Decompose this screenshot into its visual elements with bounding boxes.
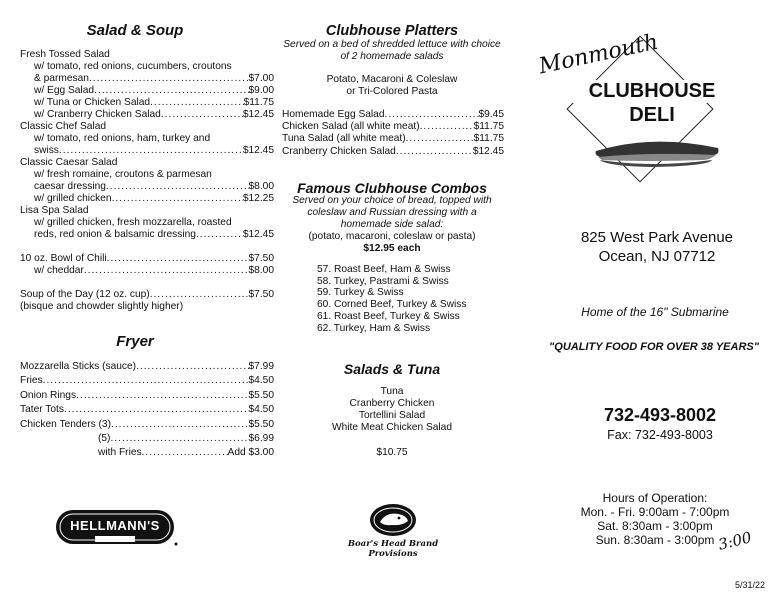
logo-line-2: DELI <box>629 104 675 126</box>
salads-tuna-title: Salads & Tuna <box>343 361 441 377</box>
phone-number: 732-493-8002 <box>603 405 717 425</box>
platters-sides-2: or Tri-Colored Pasta <box>346 86 438 97</box>
tagline: Home of the 16" Submarine <box>581 305 729 319</box>
leader-dots <box>84 265 249 277</box>
salad-text-line: w/ tomato, red onions, ham, turkey and <box>34 133 211 144</box>
leader-dots <box>59 145 243 157</box>
salad-menu-item <box>20 265 274 277</box>
salads-tuna-item: Tortellini Salad <box>358 410 426 421</box>
item-name: with Fries <box>98 447 142 459</box>
combo-item: 59. Turkey & Swiss <box>317 287 404 299</box>
combos-price: $12.95 each <box>363 243 421 254</box>
combo-item: 61. Roast Beef, Turkey & Swiss <box>317 310 460 322</box>
salads-tuna-item: White Meat Chicken Salad <box>331 422 453 433</box>
leader-dots <box>94 85 248 97</box>
item-price: $7.50 <box>248 289 274 300</box>
leader-dots <box>106 181 249 193</box>
platters-title: Clubhouse Platters <box>325 23 459 39</box>
item-price: $12.45 <box>472 145 504 157</box>
platter-menu-item <box>282 146 504 158</box>
item-price: $7.00 <box>248 73 274 84</box>
item-name: Tuna Salad (all white meat) <box>282 133 406 145</box>
item-name: w/ grilled chicken <box>34 193 112 204</box>
item-price: $4.50 <box>248 404 274 416</box>
fryer-title: Fryer <box>116 333 154 350</box>
fryer-menu-item <box>20 390 274 402</box>
item-name: Onion Rings <box>20 389 77 401</box>
combos-title: Famous Clubhouse Combos <box>297 180 487 196</box>
leader-dots <box>406 133 474 145</box>
item-price: $8.00 <box>248 265 274 276</box>
salad-text-line: Lisa Spa Salad <box>20 205 89 216</box>
item-name: w/ Cranberry Chicken Salad <box>34 109 161 120</box>
leader-dots <box>150 289 249 301</box>
salad-menu-item <box>20 97 274 109</box>
salad-text-line: w/ grilled chicken, fresh mozzarella, roasted <box>34 217 232 228</box>
leader-dots <box>107 253 249 265</box>
salad-text-line: w/ tomato, red onions, cucumbers, croutons <box>34 61 232 72</box>
item-name: (5) <box>98 433 111 444</box>
item-price: $7.50 <box>248 253 274 264</box>
leader-dots <box>161 109 243 121</box>
combos-desc-2: coleslaw and Russian dressing with a <box>307 207 477 218</box>
combo-item: 62. Turkey, Ham & Swiss <box>317 322 431 334</box>
item-name: 10 oz. Bowl of Chili <box>20 253 107 264</box>
boars-head-logo <box>328 502 458 559</box>
item-name: w/ cheddar <box>34 265 84 276</box>
salad-text-line: Classic Caesar Salad <box>20 157 118 168</box>
item-price: $9.45 <box>478 109 504 120</box>
salad-soup-title: Salad & Soup <box>86 22 184 39</box>
leader-dots <box>89 73 249 85</box>
salads-tuna-item: Cranberry Chicken <box>349 398 435 409</box>
salad-menu-item <box>20 73 274 85</box>
boars-head-text: Boar's Head Brand Provisions <box>347 539 439 559</box>
item-name: Chicken Tenders (3) <box>20 418 111 430</box>
salad-text-line: (bisque and chowder slightly higher) <box>20 301 184 312</box>
leader-dots <box>111 419 249 431</box>
leader-dots <box>64 404 249 416</box>
leader-dots <box>110 433 248 445</box>
salad-menu-item <box>20 253 274 265</box>
item-price: Add $3.00 <box>227 447 274 459</box>
salad-text-line: Fresh Tossed Salad <box>20 49 110 60</box>
item-name: Chicken Salad (all white meat) <box>282 121 420 133</box>
fax-number: Fax: 732-493-8003 <box>607 428 713 442</box>
item-name: Homemade Egg Salad <box>282 109 385 120</box>
fryer-menu-item <box>20 447 274 459</box>
item-price: $5.50 <box>248 418 274 430</box>
fryer-menu-item <box>20 404 274 416</box>
leader-dots <box>150 97 244 109</box>
address-line-1: 825 West Park Avenue <box>580 229 734 246</box>
item-price: $5.50 <box>248 389 274 401</box>
salads-tuna-item: Tuna <box>380 386 404 397</box>
combo-item: 60. Corned Beef, Turkey & Swiss <box>317 299 467 311</box>
item-name: Tater Tots <box>20 404 64 416</box>
item-price: $9.00 <box>248 85 274 96</box>
item-price: $8.00 <box>248 181 274 192</box>
leader-dots <box>142 447 228 459</box>
item-price: $11.75 <box>473 133 504 145</box>
leader-dots <box>136 361 248 373</box>
combos-desc-4: (potato, macaroni, coleslaw or pasta) <box>308 231 476 242</box>
leader-dots <box>196 229 243 241</box>
item-price: $12.45 <box>242 229 274 240</box>
platters-subtitle-1: Served on a bed of shredded lettuce with choice <box>283 39 501 50</box>
item-name: reds, red onion & balsamic dressing <box>34 229 196 240</box>
item-price: $6.99 <box>248 433 274 444</box>
address-line-2: Ocean, NJ 07712 <box>598 248 716 265</box>
item-price: $11.75 <box>473 121 504 133</box>
leader-dots <box>420 121 474 133</box>
item-price: $12.45 <box>242 109 274 120</box>
hellmanns-text: HELLMANN'S <box>70 518 160 533</box>
item-name: caesar dressing <box>34 181 106 192</box>
logo-script-text: Monmouth <box>536 29 661 80</box>
item-price: $12.45 <box>242 145 274 156</box>
platters-subtitle-2: of 2 homemade salads <box>340 51 444 62</box>
item-name: Cranberry Chicken Salad <box>282 145 396 157</box>
item-price: $12.25 <box>242 193 274 204</box>
item-price: $11.75 <box>243 97 274 108</box>
salad-menu-item <box>20 229 274 241</box>
combo-item: 57. Roast Beef, Ham & Swiss <box>317 264 451 275</box>
leader-dots <box>396 146 473 158</box>
handwritten-note: 3:00 <box>716 528 754 554</box>
salad-menu-item <box>20 193 274 205</box>
salad-menu-item <box>20 85 274 97</box>
hours-sat: Sat. 8:30am - 3:00pm <box>597 519 713 533</box>
item-price: $4.50 <box>248 375 274 387</box>
combos-desc-3: homemade side salad: <box>340 219 444 230</box>
clubhouse-deli-logo <box>536 28 752 188</box>
salad-menu-item <box>20 109 274 121</box>
hours-title: Hours of Operation: <box>602 491 708 505</box>
platter-menu-item <box>282 133 504 145</box>
salad-menu-item <box>20 145 274 157</box>
quality-slogan: "QUALITY FOOD FOR OVER 38 YEARS" <box>549 341 759 353</box>
hours-mon-fri: Mon. - Fri. 9:00am - 7:00pm <box>580 505 730 519</box>
platter-menu-item <box>282 121 504 133</box>
item-name: Mozzarella Sticks (sauce) <box>20 361 137 372</box>
item-price: $7.99 <box>248 361 274 372</box>
salads-tuna-price: $10.75 <box>376 447 408 458</box>
item-name: w/ Egg Salad <box>34 85 95 96</box>
logo-line-1: CLUBHOUSE <box>572 80 732 103</box>
platter-menu-item <box>282 109 504 121</box>
salad-text-line: Classic Chef Salad <box>20 121 107 132</box>
print-date: 5/31/22 <box>735 580 766 590</box>
item-name: swiss <box>34 145 59 156</box>
item-name: w/ Tuna or Chicken Salad <box>34 97 151 108</box>
leader-dots <box>112 193 243 205</box>
combos-desc-1: Served on your choice of bread, topped with <box>292 195 492 206</box>
platters-sides-1: Potato, Macaroni & Coleslaw <box>326 74 458 85</box>
fryer-menu-item <box>20 361 274 373</box>
salad-menu-item <box>20 181 274 193</box>
salad-menu-item <box>20 289 274 301</box>
hellmanns-logo <box>55 506 179 548</box>
item-name: & parmesan <box>34 73 89 84</box>
item-name: Soup of the Day (12 oz. cup) <box>20 289 150 300</box>
hours-sun: Sun. 8:30am - 3:00pm <box>595 533 715 547</box>
leader-dots <box>43 375 249 387</box>
leader-dots <box>76 390 248 402</box>
fryer-menu-item <box>20 419 274 431</box>
sandwich-icon <box>592 138 722 168</box>
leader-dots <box>385 109 479 121</box>
salad-text-line: w/ fresh romaine, croutons & parmesan <box>34 169 212 180</box>
combo-item: 58. Turkey, Pastrami & Swiss <box>317 275 449 287</box>
fryer-menu-item <box>20 375 274 387</box>
fryer-menu-item <box>20 433 274 445</box>
item-name: Fries <box>20 375 43 387</box>
